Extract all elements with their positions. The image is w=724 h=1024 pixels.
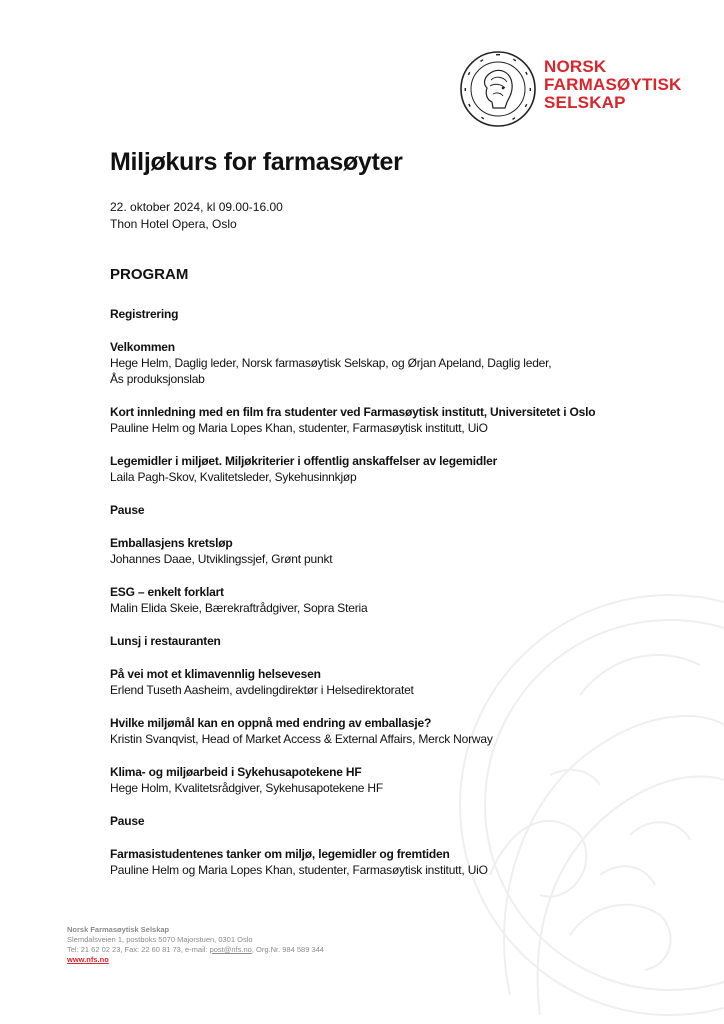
agenda-item <box>110 453 630 485</box>
logo-line-3: SELSKAP <box>544 93 626 112</box>
event-venue: Thon Hotel Opera, Oslo <box>110 217 237 231</box>
agenda-item-title: Kort innledning med en film fra studenter ved Farmasøytisk institutt, Universitetet i Oslo <box>110 405 596 419</box>
agenda-item <box>110 666 630 698</box>
agenda-item-title: Emballasjens kretsløp <box>110 536 233 550</box>
logo-line-2: FARMASØYTISK <box>544 75 682 94</box>
event-date: 22. oktober 2024, kl 09.00-16.00 <box>110 200 283 214</box>
agenda-item <box>110 584 630 616</box>
agenda-item-title: Registrering <box>110 307 179 321</box>
footer-website-link[interactable]: www.nfs.no <box>67 955 109 964</box>
program-heading: PROGRAM <box>110 266 189 283</box>
agenda-item-title: Legemidler i miljøet. Miljøkriterier i offentlig anskaffelser av legemidler <box>110 454 498 468</box>
pharmacist-seal-icon <box>459 50 537 128</box>
footer-address: Slemdalsveien 1, postboks 5070 Majorstuen, 0301 Oslo <box>67 935 253 944</box>
footer-contact <box>67 945 324 955</box>
agenda-item <box>110 846 630 878</box>
agenda-item-title: Velkommen <box>110 340 175 354</box>
agenda-item-title: Pause <box>110 503 145 517</box>
agenda-item-title: Pause <box>110 814 145 828</box>
agenda-item-speaker: Erlend Tuseth Aasheim, avdelingdirektør i Helsedirektoratet <box>110 683 414 697</box>
agenda-item-title: Klima- og miljøarbeid i Sykehusapotekene HF <box>110 765 362 779</box>
agenda-item-speaker-cont: Ås produksjonslab <box>110 372 205 386</box>
agenda-item-title: På vei mot et klimavennlig helsevesen <box>110 667 321 681</box>
agenda-list <box>110 306 630 895</box>
agenda-item-speaker: Laila Pagh-Skov, Kvalitetsleder, Sykehusinnkjøp <box>110 470 357 484</box>
agenda-item-speaker: Pauline Helm og Maria Lopes Khan, studenter, Farmasøytisk institutt, UiO <box>110 421 488 435</box>
logo-line-1: NORSK <box>544 57 607 76</box>
footer-contact-prefix: Tel: 21 62 02 23, Fax: 22 60 81 73, e-mail: <box>67 945 210 954</box>
agenda-item-title: Farmasistudentenes tanker om miljø, legemidler og fremtiden <box>110 847 450 861</box>
agenda-item <box>110 813 630 829</box>
agenda-item-title: Lunsj i restauranten <box>110 634 221 648</box>
footer-contact-suffix: , Org.Nr. 984 589 344 <box>251 945 324 954</box>
agenda-item-speaker: Malin Elida Skeie, Bærekraftrådgiver, Sopra Steria <box>110 601 368 615</box>
agenda-item <box>110 306 630 322</box>
agenda-item <box>110 404 630 436</box>
agenda-item-speaker: Kristin Svanqvist, Head of Market Access & External Affairs, Merck Norway <box>110 732 493 746</box>
logo-wordmark <box>544 58 681 112</box>
agenda-item-title: Hvilke miljømål kan en oppnå med endring av emballasje? <box>110 716 432 730</box>
agenda-item-speaker: Hege Holm, Kvalitetsrådgiver, Sykehusapotekene HF <box>110 781 384 795</box>
page-title: Miljøkurs for farmasøyter <box>110 148 403 176</box>
agenda-item <box>110 633 630 649</box>
agenda-item <box>110 535 630 567</box>
agenda-item-title: ESG – enkelt forklart <box>110 585 224 599</box>
footer-org: Norsk Farmasøytisk Selskap <box>67 925 170 934</box>
agenda-item-speaker: Pauline Helm og Maria Lopes Khan, studenter, Farmasøytisk institutt, UiO <box>110 863 488 877</box>
agenda-item <box>110 339 630 387</box>
agenda-item-speaker: Hege Helm, Daglig leder, Norsk farmasøytisk Selskap, og Ørjan Apeland, Daglig leder, <box>110 356 552 370</box>
nfs-logo <box>459 50 682 130</box>
footer <box>67 925 324 965</box>
agenda-item <box>110 715 630 747</box>
event-meta <box>110 199 283 233</box>
agenda-item <box>110 502 630 518</box>
footer-email-link[interactable]: post@nfs.no <box>209 945 252 954</box>
agenda-item <box>110 764 630 796</box>
agenda-item-speaker: Johannes Daae, Utviklingssjef, Grønt punkt <box>110 552 333 566</box>
